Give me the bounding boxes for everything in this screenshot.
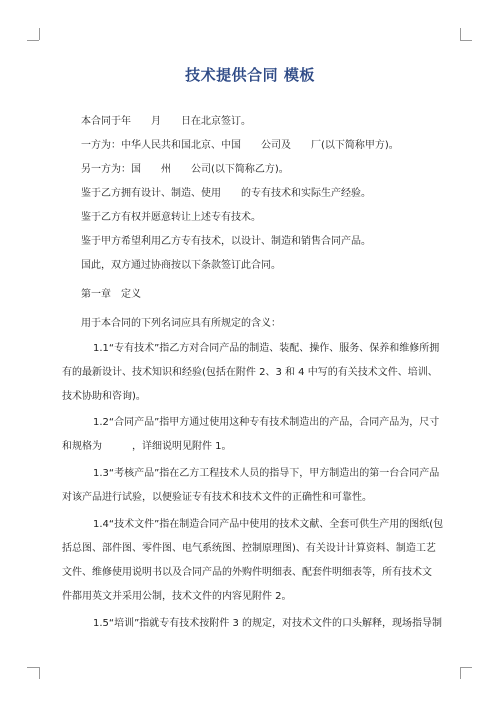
crop-mark-bottom-left-h xyxy=(27,667,39,668)
paragraph-line: 鉴于甲方希望利用乙方专有技术，以设计、制造和销售合同产品。 xyxy=(81,236,371,247)
paragraph-line: 技术协助和咨询)。 xyxy=(62,391,146,402)
paragraph-line: 对该产品进行试验，以便验证专有技术和技术文件的正确性和可靠性。 xyxy=(62,492,372,503)
chapter-heading: 第一章 定义 xyxy=(81,289,141,300)
paragraph-line: 鉴于乙方拥有设计、制造、使用 的专有技术和实际生产经验。 xyxy=(81,188,371,199)
paragraph-line: 1.4“技术文件”指在制造合同产品中使用的技术文献、全套可供生产用的图纸(包 xyxy=(93,519,444,530)
paragraph-line: 括总图、部件图、零件图、电气系统图、控制原理图)、有关设计计算资料、制造工艺 xyxy=(62,543,436,554)
paragraph-line: 1.1“专有技术”指乙方对合同产品的制造、装配、操作、服务、保养和维修所拥 xyxy=(93,343,440,354)
document-title: 技术提供合同 模板 xyxy=(185,66,315,84)
paragraph-line: 一方为：中华人民共和国北京、中国 公司及 厂(以下简称甲方)。 xyxy=(81,140,399,151)
paragraph-line: 文件、维修使用说明书以及合同产品的外购件明细表、配套件明细表等，所有技术文 xyxy=(62,567,432,578)
paragraph-line: 国此，双方通过协商按以下条款签订此合同。 xyxy=(81,260,281,271)
crop-mark-bottom-right-v xyxy=(460,667,461,679)
paragraph-line: 另一方为：国 州 公司(以下简称乙方)。 xyxy=(81,164,289,175)
crop-mark-top-right-h xyxy=(460,40,472,41)
paragraph-line: 用于本合同的下列名词应具有所规定的含义： xyxy=(81,318,281,329)
paragraph-line: 本合同于年 月 日在北京签订。 xyxy=(81,116,251,127)
paragraph-line: 1.3“考核产品”指在乙方工程技术人员的指导下，甲方制造出的第一台合同产品 xyxy=(93,468,440,479)
paragraph-line: 1.2“合同产品”指甲方通过使用这种专有技术制造出的产品，合同产品为，尺寸 xyxy=(93,417,440,428)
crop-mark-bottom-left-v xyxy=(39,667,40,679)
paragraph-line: 件都用英文并采用公制，技术文件的内容见附件 2。 xyxy=(62,591,292,602)
crop-mark-top-left-h xyxy=(27,40,39,41)
paragraph-line: 1.5“培训”指就专有技术按附件 3 的规定，对技术文件的口头解释，现场指导制 xyxy=(93,618,442,629)
crop-mark-top-right-v xyxy=(460,28,461,40)
crop-mark-top-left-v xyxy=(39,28,40,40)
paragraph-line: 有的最新设计、技术知识和经验(包括在附件 2、3 和 4 中写的有关技术文件、培训、 xyxy=(62,367,438,378)
crop-mark-bottom-right-h xyxy=(460,667,472,668)
paragraph-line: 和规格为 ，详细说明见附件 1。 xyxy=(62,441,232,452)
paragraph-line: 鉴于乙方有权并愿意转让上述专有技术。 xyxy=(81,212,261,223)
